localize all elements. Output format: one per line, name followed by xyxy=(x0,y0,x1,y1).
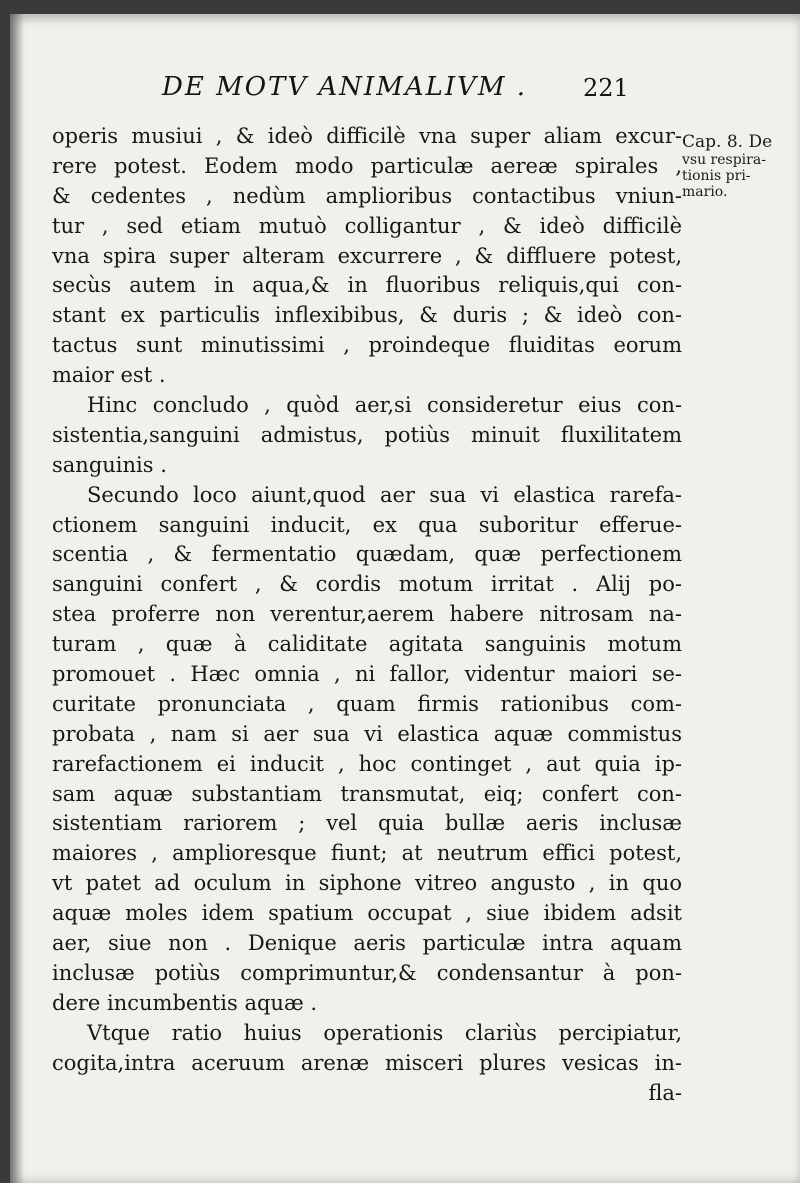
text-line: scentia , & fermentatio quædam, quæ perfectionem xyxy=(52,542,682,567)
running-title: DE MOTV ANIMALIVM . xyxy=(162,72,528,102)
text-line: & cedentes , nedùm amplioribus contactibus vniun- xyxy=(52,183,682,208)
catchword: fla- xyxy=(648,1080,682,1105)
text-line: rere potest. Eodem modo particulæ aereæ spirales , xyxy=(52,153,682,178)
text-line: ctionem sanguini inducit, ex qua suboritur efferue- xyxy=(52,512,682,537)
text-line: sam aquæ substantiam transmutat, eiq; confert con- xyxy=(52,781,682,806)
text-line: sanguinis . xyxy=(52,452,167,477)
text-line: inclusæ potiùs comprimuntur,& condensantur à pon- xyxy=(52,960,682,985)
body-text xyxy=(52,122,682,1108)
text-line: Secundo loco aiunt,quod aer sua vi elastica rarefa- xyxy=(87,482,682,507)
text-line: probata , nam si aer sua vi elastica aquæ commistus xyxy=(52,721,682,746)
page-number: 221 xyxy=(583,74,629,102)
text-line: Vtque ratio huius operationis clariùs percipiatur, xyxy=(87,1020,682,1045)
text-line: maior est . xyxy=(52,363,166,388)
text-line: Hinc concludo , quòd aer,si consideretur eius con- xyxy=(87,393,682,418)
book-page xyxy=(10,14,800,1183)
text-line: vt patet ad oculum in siphone vitreo angusto , in quo xyxy=(52,871,682,896)
text-line: operis musiui , & ideò difficilè vna super aliam excur- xyxy=(52,124,682,148)
page-header xyxy=(10,72,800,112)
text-line: sanguini confert , & cordis motum irritat . Alij po- xyxy=(52,572,682,597)
text-line: maiores , amplioresque fiunt; at neutrum effici potest, xyxy=(52,841,682,866)
margin-note-line: vsu respira- xyxy=(682,152,766,168)
text-line: stant ex particulis inflexibibus, & duris ; & ideò con- xyxy=(52,303,682,328)
text-line: stea proferre non verentur,aerem habere nitrosam na- xyxy=(52,602,682,627)
text-line: aer, siue non . Denique aeris particulæ intra aquam xyxy=(52,931,682,956)
text-line: secùs autem in aqua,& in fluoribus reliquis,qui con- xyxy=(52,273,682,298)
text-line: dere incumbentis aquæ . xyxy=(52,990,318,1015)
text-line: cogita,intra aceruum arenæ misceri plures vesicas in- xyxy=(52,1050,682,1075)
margin-note-line: tionis pri- xyxy=(682,168,751,184)
margin-note-line: mario. xyxy=(682,184,728,200)
text-line: tur , sed etiam mutuò colligantur , & ideò difficilè xyxy=(52,213,682,238)
text-line: rarefactionem ei inducit , hoc continget , aut quia ip- xyxy=(52,751,682,776)
text-line: promouet . Hæc omnia , ni fallor, videntur maiori se- xyxy=(52,662,682,687)
text-line: turam , quæ à caliditate agitata sanguinis motum xyxy=(52,632,682,657)
page-gutter-shadow xyxy=(10,14,24,1183)
text-line: curitate pronunciata , quam firmis rationibus com- xyxy=(52,691,682,716)
text-line: vna spira super alteram excurrere , & diffluere potest, xyxy=(52,243,682,268)
text-line: aquæ moles idem spatium occupat , siue ibidem adsit xyxy=(52,901,682,926)
text-line: sistentia,sanguini admistus, potiùs minuit fluxilitatem xyxy=(52,422,682,447)
margin-note-line: Cap. 8. De xyxy=(682,132,773,152)
text-line: sistentiam rariorem ; vel quia bullæ aeris inclusæ xyxy=(52,811,682,836)
margin-note xyxy=(682,132,800,200)
text-line: tactus sunt minutissimi , proindeque fluiditas eorum xyxy=(52,333,682,358)
